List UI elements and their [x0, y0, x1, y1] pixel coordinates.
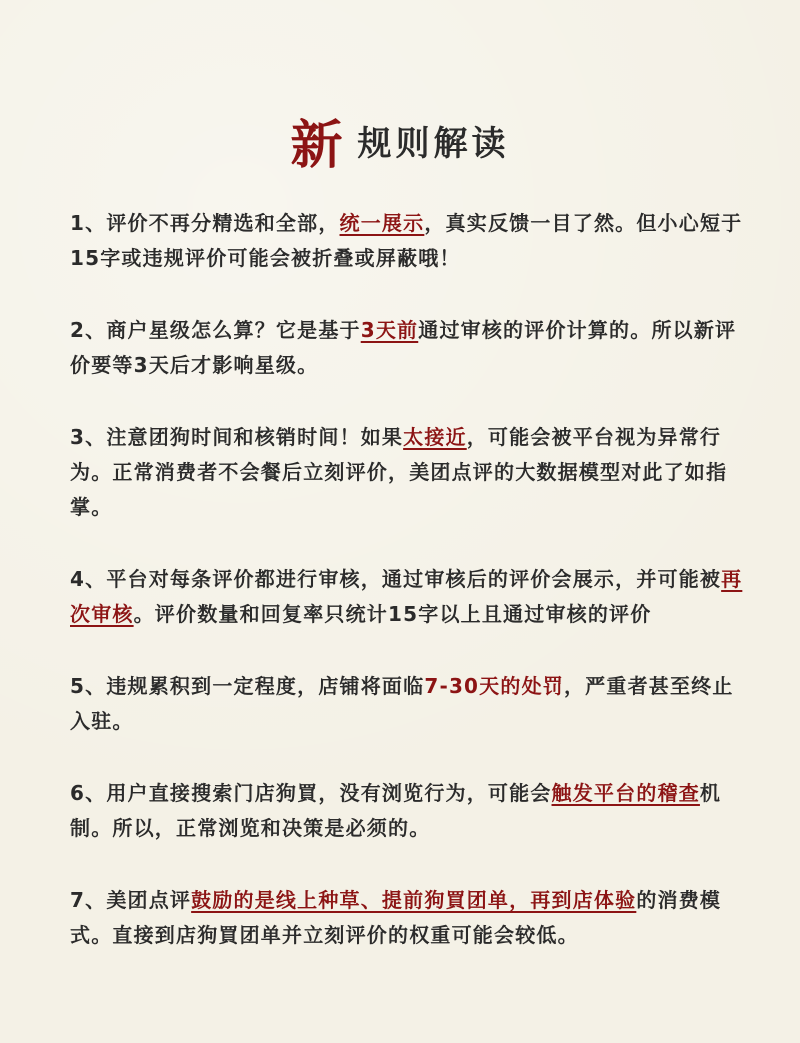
rule-text: ，严重者甚至终止入驻。 [70, 674, 734, 733]
rule-text: 1、评价不再分精选和全部， [70, 211, 340, 235]
rule-highlight: 触发平台的稽查 [551, 781, 700, 805]
rules-list [70, 206, 746, 953]
rule-text: 4、平台对每条评价都进行审核，通过审核后的评价会展示，并可能被 [70, 567, 722, 591]
rule-text: 5、违规累积到一定程度，店铺将面临 [70, 674, 425, 698]
rule-text: 机制。所以，正常浏览和决策是必须的。 [70, 781, 722, 840]
rule-text: 7、美团点评 [70, 888, 192, 912]
rule-highlight: 3天前 [360, 318, 419, 342]
rule-accent: 7-30天的处罚 [424, 674, 564, 698]
rule-item-1 [70, 206, 746, 276]
rule-text: ，真实反馈一目了然。但小心短于15字或违规评价可能会被折叠或屏蔽哦！ [70, 211, 743, 270]
rule-highlight: 统一展示 [339, 211, 425, 235]
rule-highlight: 再次审核 [70, 567, 743, 626]
rule-item-2 [70, 313, 746, 383]
page-title [0, 103, 800, 178]
rule-text: 3、注意团狗时间和核销时间！如果 [70, 425, 404, 449]
rule-highlight: 鼓励的是线上种草、提前狗買团单，再到店体验 [191, 888, 637, 912]
title-main-text: 规则解读 [357, 124, 510, 164]
rule-item-4 [70, 562, 746, 632]
rule-item-7 [70, 883, 746, 953]
rule-item-5 [70, 669, 746, 739]
rule-text: ，可能会被平台视为异常行为。正常消费者不会餐后立刻评价，美团点评的大数据模型对此了如指掌。 [70, 425, 728, 519]
rule-text: 。评价数量和回复率只统计15字以上且通过审核的评价 [133, 602, 652, 626]
rule-text: 2、商户星级怎么算？它是基于 [70, 318, 361, 342]
rule-item-3 [70, 420, 746, 525]
rule-item-6 [70, 776, 746, 846]
rule-highlight: 太接近 [403, 425, 467, 449]
title-new-char: 新 [290, 116, 344, 176]
rule-text: 6、用户直接搜索门店狗買，没有浏览行为，可能会 [70, 781, 552, 805]
rule-text: 的消费模式。直接到店狗買团单并立刻评价的权重可能会较低。 [70, 888, 722, 947]
rule-text: 通过审核的评价计算的。所以新评价要等3天后才影响星级。 [70, 318, 737, 377]
